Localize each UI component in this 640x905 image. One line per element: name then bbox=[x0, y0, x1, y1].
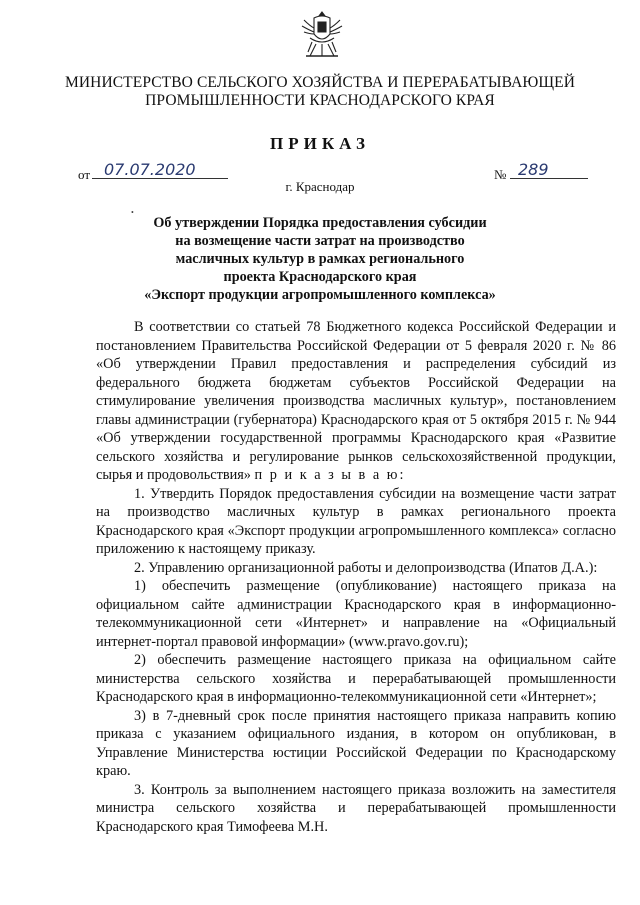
title-line: масличных культур в рамках регионального bbox=[175, 251, 465, 267]
order-number: 289 bbox=[510, 162, 588, 179]
item-2-1: 1) обеспечить размещение (опубликование) настоящего приказа на официальном сайте администрации Краснодарского края в информационно-телекоммуникационной сети «Интернет» и направление на «Официальный интернет-портал правовой информации» (www.pravo.gov.ru); bbox=[96, 578, 616, 650]
title-line: Об утверждении Порядка предоставления субсидии bbox=[153, 215, 487, 231]
title-line: на возмещение части затрат на производство bbox=[175, 233, 465, 249]
item-2-2: 2) обеспечить размещение настоящего приказа на официальном сайте министерства сельского хозяйства и перерабатывающей промышленности Краснодарского края в информационно-телекоммуникационной сети «Интернет»; bbox=[96, 652, 616, 705]
scan-mark-icon: • bbox=[131, 208, 134, 217]
item-2: 2. Управлению организационной работы и делопроизводства (Ипатов Д.А.): bbox=[134, 559, 598, 576]
title-line: «Экспорт продукции агропромышленного комплекса» bbox=[144, 287, 496, 303]
item-2-3: 3) в 7-дневный срок после принятия настоящего приказа направить копию приказа с указанием официального издания, в котором он опубликован, в Управление Министерства юстиции Российской Федерации по Краснодарскому краю. bbox=[96, 707, 616, 779]
title-line: проекта Краснодарского края bbox=[223, 269, 417, 285]
document-title bbox=[110, 214, 530, 304]
item-1: 1. Утвердить Порядок предоставления субсидии на возмещение части затрат на производство масличных культур в рамках регионального проекта Краснодарского края «Экспорт продукции агропромышленного комплекса» согласно приложению к настоящему приказу. bbox=[96, 485, 616, 557]
order-date: 07.07.2020 bbox=[92, 162, 228, 179]
ministry-name bbox=[40, 74, 600, 110]
item-3: 3. Контроль за выполнением настоящего приказа возложить на заместителя министра сельского хозяйства и перерабатывающей промышленности Краснодарского края Тимофеева М.Н. bbox=[96, 781, 616, 835]
intro-text: В соответствии со статьей 78 Бюджетного кодекса Российской Федерации и постановлением Правительства Российской Федерации от 5 февраля 2020 г. № 86 «Об утверждении Правил предоставления и распределения субсидий из федерального бюджета бюджетам субъектов Российской Федерации на стимулирование увеличения производства масличных культур», постановлением главы администрации (губернатора) Краснодарского края от 5 октября 2015 г. № 944 «Об утверждении государственной программы Краснодарского края «Развитие сельского хозяйства и регулирование рынков сельскохозяйственной продукции, сырья и продовольствия» bbox=[96, 319, 616, 483]
coat-of-arms-icon bbox=[300, 8, 344, 60]
order-verb: п р и к а з ы в а ю: bbox=[254, 467, 406, 483]
ministry-line-1: МИНИСТЕРСТВО СЕЛЬСКОГО ХОЗЯЙСТВА И ПЕРЕРАБАТЫВАЮЩЕЙ bbox=[64, 74, 575, 91]
order-heading: ПРИКАЗ bbox=[270, 134, 370, 153]
ministry-line-2: ПРОМЫШЛЕННОСТИ КРАСНОДАРСКОГО КРАЯ bbox=[145, 92, 495, 109]
city: г. Краснодар bbox=[285, 179, 355, 194]
number-prefix: № bbox=[494, 167, 507, 182]
document-body bbox=[96, 318, 616, 836]
date-prefix: от bbox=[78, 167, 91, 182]
intro-paragraph bbox=[96, 318, 616, 485]
